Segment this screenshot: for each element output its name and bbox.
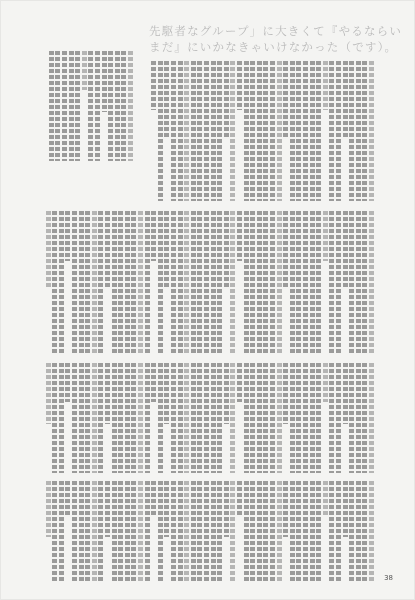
text-column xyxy=(95,51,100,161)
text-column xyxy=(191,61,196,201)
text-column xyxy=(121,51,126,161)
text-column xyxy=(356,61,361,201)
text-column xyxy=(72,481,77,583)
text-column xyxy=(151,363,156,402)
text-column xyxy=(310,61,315,201)
text-column xyxy=(237,61,242,110)
text-column xyxy=(112,211,117,353)
text-column xyxy=(69,51,74,161)
text-column xyxy=(79,363,84,473)
text-column xyxy=(369,481,374,583)
text-column xyxy=(362,211,367,353)
page-number: 38 xyxy=(384,574,393,582)
text-column xyxy=(115,51,120,161)
text-column xyxy=(316,61,321,201)
text-column xyxy=(217,363,222,473)
text-column xyxy=(362,481,367,583)
text-column xyxy=(329,363,334,473)
text-column xyxy=(178,61,183,201)
text-column xyxy=(131,211,136,353)
text-column xyxy=(290,211,295,353)
text-column xyxy=(158,481,163,583)
text-column xyxy=(82,51,87,90)
text-column xyxy=(257,481,262,583)
text-column xyxy=(105,481,110,537)
text-column xyxy=(356,211,361,353)
text-column xyxy=(270,211,275,353)
text-column xyxy=(244,61,249,201)
text-column xyxy=(125,481,130,583)
text-column xyxy=(329,211,334,353)
text-column xyxy=(230,211,235,353)
text-column xyxy=(343,363,348,424)
text-column xyxy=(283,61,288,138)
text-column xyxy=(237,481,242,517)
text-column xyxy=(310,481,315,583)
text-column xyxy=(250,61,255,201)
text-column xyxy=(244,481,249,583)
text-column xyxy=(257,61,262,201)
text-column xyxy=(46,211,51,289)
text-column xyxy=(303,481,308,583)
text-column xyxy=(105,211,110,289)
text-column xyxy=(125,363,130,473)
text-column xyxy=(211,363,216,473)
text-column xyxy=(102,51,107,112)
text-column xyxy=(277,61,282,201)
text-column xyxy=(283,211,288,289)
text-column xyxy=(197,481,202,583)
text-column xyxy=(356,481,361,583)
text-column xyxy=(349,481,354,583)
text-column xyxy=(323,363,328,402)
text-column xyxy=(237,211,242,261)
text-column xyxy=(85,211,90,353)
text-column xyxy=(217,211,222,353)
text-column xyxy=(191,363,196,473)
text-column xyxy=(145,481,150,583)
text-column xyxy=(310,363,315,473)
text-column xyxy=(178,481,183,583)
text-column xyxy=(92,211,97,353)
text-column xyxy=(329,481,334,583)
text-column xyxy=(112,363,117,473)
text-column xyxy=(52,481,57,583)
text-column xyxy=(197,211,202,353)
text-column xyxy=(128,51,133,161)
text-column xyxy=(49,51,54,161)
text-column xyxy=(131,481,136,583)
headline: 先駆者なグループ」に大きくて『やるならいまだ』にいかなきゃいけなかった（です）。 xyxy=(149,24,403,54)
text-column xyxy=(250,481,255,583)
text-column xyxy=(184,211,189,353)
text-column xyxy=(92,363,97,473)
text-column xyxy=(178,363,183,473)
text-column xyxy=(65,211,70,261)
text-column xyxy=(283,481,288,537)
text-column xyxy=(204,363,209,473)
text-column xyxy=(343,61,348,138)
text-column xyxy=(283,363,288,424)
text-column xyxy=(277,363,282,473)
text-column xyxy=(336,211,341,353)
text-column xyxy=(362,363,367,473)
text-column xyxy=(323,481,328,517)
text-column xyxy=(362,61,367,201)
text-column xyxy=(184,363,189,473)
text-column xyxy=(55,51,60,161)
text-column xyxy=(59,211,64,353)
text-column xyxy=(349,211,354,353)
text-column xyxy=(230,363,235,473)
text-column xyxy=(52,211,57,353)
text-column xyxy=(164,481,169,537)
text-column xyxy=(197,363,202,473)
text-column xyxy=(151,61,156,110)
text-column xyxy=(369,211,374,353)
text-column xyxy=(46,481,51,537)
text-column xyxy=(296,481,301,583)
text-column xyxy=(92,481,97,583)
text-column xyxy=(145,211,150,353)
text-column xyxy=(356,363,361,473)
text-column xyxy=(217,481,222,583)
text-column xyxy=(171,363,176,473)
text-column xyxy=(52,363,57,473)
text-column xyxy=(270,481,275,583)
text-column xyxy=(310,211,315,353)
text-column xyxy=(336,481,341,583)
text-column xyxy=(316,363,321,473)
text-column xyxy=(263,363,268,473)
text-column xyxy=(237,363,242,402)
text-column xyxy=(151,211,156,261)
text-column xyxy=(178,211,183,353)
text-column xyxy=(224,363,229,424)
text-column xyxy=(296,211,301,353)
text-column xyxy=(59,481,64,583)
text-column xyxy=(290,61,295,201)
text-column xyxy=(59,363,64,473)
text-column xyxy=(138,481,143,583)
text-column xyxy=(211,481,216,583)
text-column xyxy=(65,481,70,517)
text-column xyxy=(290,363,295,473)
text-column xyxy=(131,363,136,473)
text-column xyxy=(336,363,341,473)
text-column xyxy=(336,61,341,201)
text-column xyxy=(164,61,169,138)
text-column xyxy=(98,211,103,353)
text-block-lower xyxy=(43,363,374,473)
text-column xyxy=(72,363,77,473)
text-column xyxy=(250,363,255,473)
text-column xyxy=(85,481,90,583)
text-column xyxy=(79,211,84,353)
text-column xyxy=(270,363,275,473)
text-column xyxy=(197,61,202,201)
text-column xyxy=(290,481,295,583)
text-column xyxy=(211,211,216,353)
text-column xyxy=(171,481,176,583)
text-column xyxy=(224,61,229,138)
text-column xyxy=(217,61,222,201)
text-column xyxy=(98,363,103,473)
text-column xyxy=(257,363,262,473)
text-column xyxy=(250,211,255,353)
text-block-middle xyxy=(43,211,374,353)
text-column xyxy=(138,211,143,353)
text-column xyxy=(277,211,282,353)
text-column xyxy=(79,481,84,583)
text-column xyxy=(230,61,235,201)
text-column xyxy=(118,363,123,473)
text-column xyxy=(257,211,262,353)
text-column xyxy=(277,481,282,583)
text-column xyxy=(65,363,70,402)
text-column xyxy=(112,481,117,583)
text-column xyxy=(138,363,143,473)
text-column xyxy=(296,363,301,473)
text-column xyxy=(303,363,308,473)
text-column xyxy=(105,363,110,424)
text-column xyxy=(204,481,209,583)
text-block-bottom xyxy=(43,481,374,583)
text-column xyxy=(211,61,216,201)
text-column xyxy=(204,61,209,201)
text-column xyxy=(125,211,130,353)
text-column xyxy=(369,61,374,201)
text-column xyxy=(191,211,196,353)
text-column xyxy=(263,211,268,353)
text-column xyxy=(72,211,77,353)
text-column xyxy=(118,211,123,353)
text-column xyxy=(349,363,354,473)
text-column xyxy=(184,61,189,201)
text-column xyxy=(343,211,348,289)
text-column xyxy=(230,481,235,583)
text-column xyxy=(85,363,90,473)
text-column xyxy=(158,211,163,353)
text-column xyxy=(204,211,209,353)
text-column xyxy=(158,363,163,473)
text-column xyxy=(270,61,275,201)
text-column xyxy=(323,211,328,261)
text-column xyxy=(191,481,196,583)
text-column xyxy=(296,61,301,201)
text-column xyxy=(88,51,93,161)
text-column xyxy=(369,363,374,473)
text-column xyxy=(164,363,169,424)
text-column xyxy=(158,61,163,201)
text-column xyxy=(108,51,113,161)
text-column xyxy=(62,51,67,161)
text-column xyxy=(343,481,348,537)
text-column xyxy=(303,61,308,201)
text-column xyxy=(323,61,328,110)
text-column xyxy=(244,363,249,473)
text-block-top xyxy=(43,51,133,161)
text-column xyxy=(224,211,229,289)
text-column xyxy=(151,481,156,517)
text-column xyxy=(118,481,123,583)
text-block-top-right xyxy=(149,61,374,201)
text-column xyxy=(349,61,354,201)
text-column xyxy=(171,61,176,201)
text-column xyxy=(303,211,308,353)
text-column xyxy=(145,363,150,473)
text-column xyxy=(263,61,268,201)
text-column xyxy=(75,51,80,161)
text-column xyxy=(224,481,229,537)
text-column xyxy=(329,61,334,201)
text-column xyxy=(316,211,321,353)
text-column xyxy=(164,211,169,289)
text-column xyxy=(171,211,176,353)
text-column xyxy=(263,481,268,583)
text-column xyxy=(316,481,321,583)
text-column xyxy=(184,481,189,583)
text-column xyxy=(244,211,249,353)
text-column xyxy=(98,481,103,583)
text-column xyxy=(46,363,51,424)
